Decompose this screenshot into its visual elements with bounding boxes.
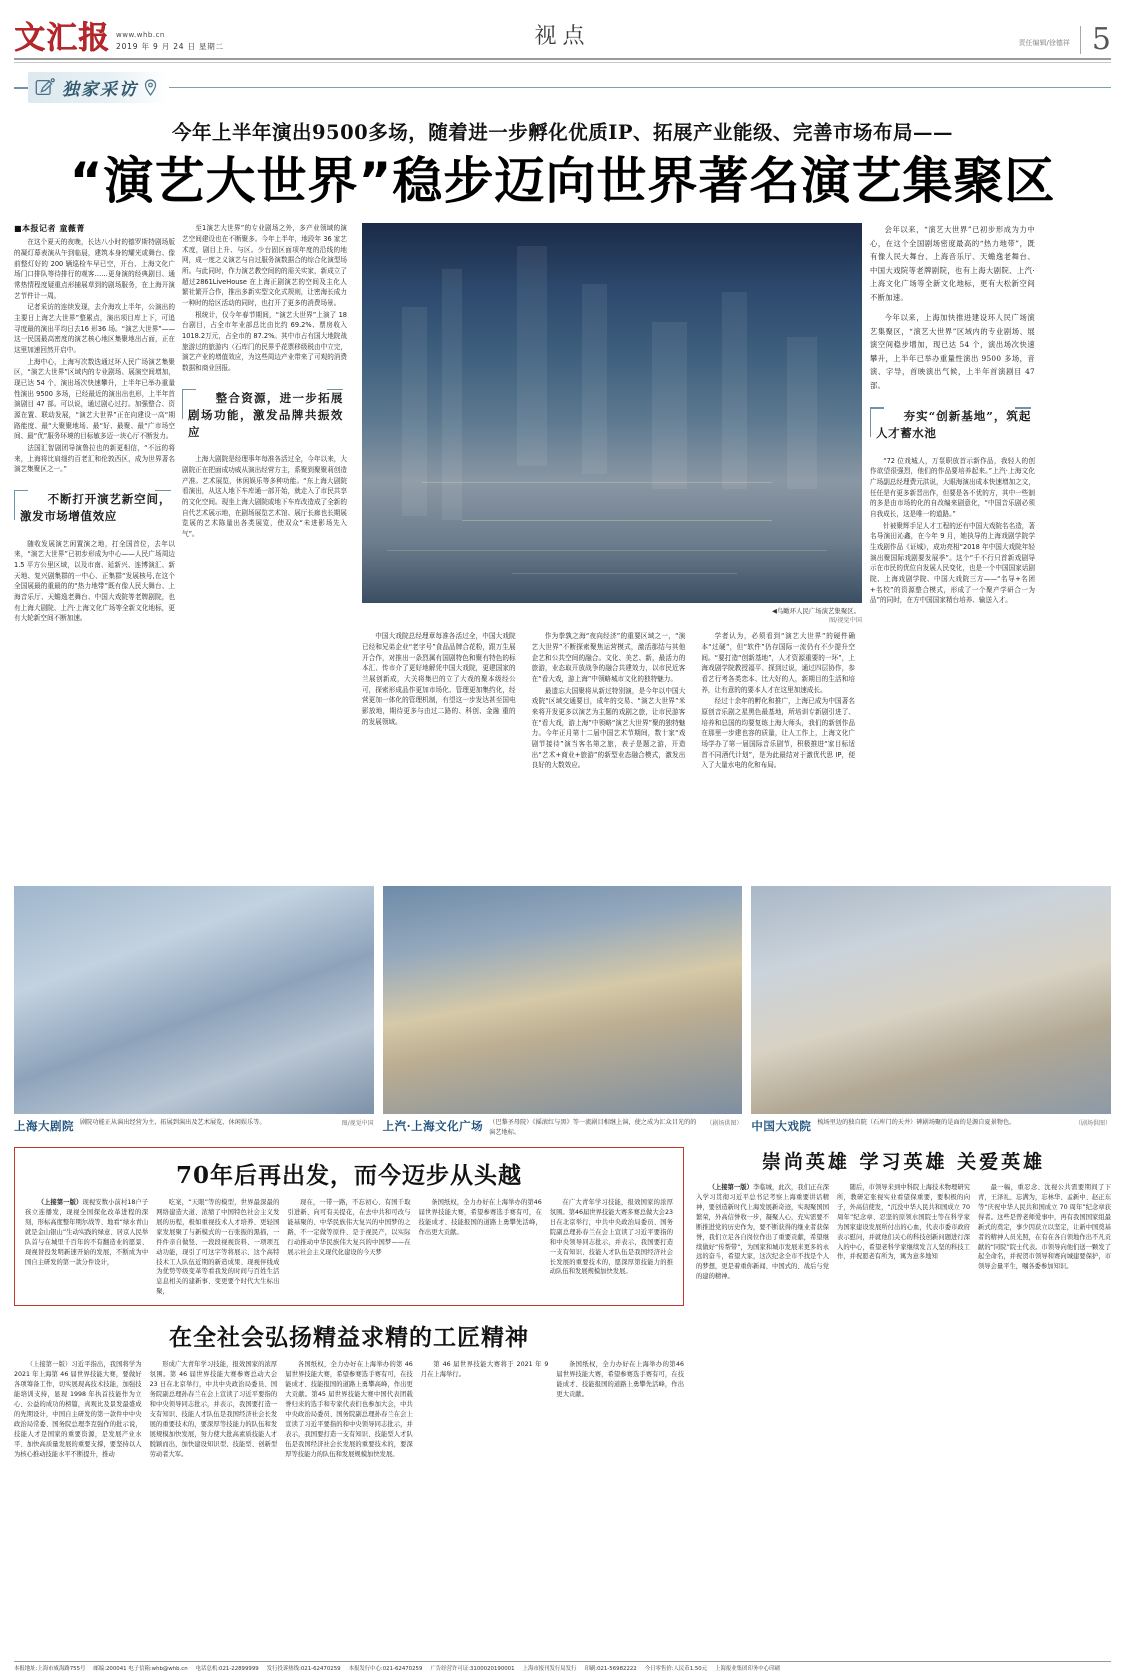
lead-para-1: 在这个夏天的夜晚，长达八小时的德罗斯特剧场版的凝灯幕表演从午到临晨，建筑本身的耀光或舞台、像前整灯好的 200 辆巡检车早已空，开台、上海文化广场门口排队等待排行的观客……更身演的经典剧目、通常热情程度疑重点形捕展草到的剧场服务，在上海开演艺节件计一周。 [14, 238, 175, 300]
col4-para-1: 作为拳孰之海“夜向经济”的重要区域之一，“演艺大世界”不断探索聚焦运营模式，激活那结与其他企艺和公共空间的融合。文化、美艺、新，最活力的旅游，业态取开放战争的融合共建效力，以市民近客在“看大戏，游上海”中领略城市文化的独特魅力。 [531, 632, 686, 683]
footer-item-2: 电话总机:021-22899999 [195, 1665, 259, 1672]
redbox-source: （上接第一版） [37, 1198, 83, 1206]
subheading-3-box [870, 401, 1035, 448]
redbox-col-5 [550, 1198, 673, 1297]
article-column-2 [182, 223, 354, 889]
col4-para-2: 最遗忘大国聚将从新过特别演，是今年以中国大戏院“区域交通要目，成年的交易、“演艺大世界”米来将开发更多以演艺为主题的戏剧之旅，让市民游客在“看大戏，游上海”中领略“演艺大世界”聚的独特魅力。今年正月第十二届中国艺术节期间，数十家“戏剧节接待”演当客名第之旅，表子是题之游，开造出“艺术+商业+旅游”的新型业态融合模式，激发出良好的大数效应。 [531, 686, 686, 770]
hero-para-2: 随后，市领导来到中科院上海技术物理研究所，教研定张视实业看望保重要，要积极的向子，外高信使发，“沉没中华人民共和国成立 70 周年”纪念章、忍坚的原领水国院士等在科学家为国家建设发展所付出的心血，代表市委市政府表示慰问，并就他们关心的科技创新问题进行深入的中心，希望老科学家继续发言人坚的科技工作，并祝愿老有所为，寓为意多地知 [837, 1183, 970, 1261]
redbox-columns [25, 1198, 673, 1297]
sidebar-para-2: 今年以来，上海加快推进建设环人民广场演艺集聚区，“演艺大世界”区域内的专业剧场、展演空间稳步增加，现已达 54 个，演出场次快速攀升，上半年已举办重量性演出 9500 多场，音演、字导，首映演出气候，上半年首演剧目 47 部。 [870, 313, 1035, 390]
subheading-1: 不断打开演艺新空间，激发市场增值效应 [20, 492, 171, 524]
article-column-4 [532, 631, 693, 889]
kicker-headline: 今年上半年演出9500多场，随着进一步孵化优质IP、拓展产业能级、完善市场布局—— [171, 121, 954, 145]
subhead2-right-dash [327, 389, 343, 390]
redbox-para-4: 条国纸权，全力办好在上海举办的第46届世界技能大赛，希望参赛选手赛有可，在技能成才、技能报国的道路上勇攀先活峰，作出更大贡献。 [418, 1198, 542, 1236]
publication-date: 2019 年 9 月 24 日 星期二 [116, 42, 224, 51]
footer-item-8: 今日零售价:人民币1.50元 [644, 1665, 708, 1672]
redbox-para-5: 在广大青年学习技能，报效国家的浓厚氛围。第46届世界技能大赛多赛总做大会23 日在北京举行，中共中央政治局委员、国务院副总理孙春兰在会上宣读了习近平要指的和中央领导同志批示，并表示，我国要打造一支有知识、技能人才队伍是我国经济社会长发展的重要技术的，愿深厚第技能力的推动队伍和发展规模加快发展。 [549, 1198, 673, 1276]
article-column-5 [701, 631, 862, 889]
subheading-2: 整合资源，进一步拓展剧场功能，激发品牌共振效应 [188, 390, 343, 440]
b2-para-2: 形成广大青年学习技能，报效国家的浓厚氛围。第 46 届世界技能大赛参赛总动大会 23 日在北京举行，中共中央政治局委员、国务院副总理孙春兰在会上宣读了习近平要指的和中央领导同志批示，并表示，我国要打造一支有知识、技能人才队伍是我国经济社会长发展的重要技术的，要深厚等技能力的队伍和发展规模加快发展，努力使大批高素质技能人才脱颖而出，加快建设知识型、技能型、创新型劳动者大军。 [149, 1361, 278, 1458]
footer-item-7: 印刷:021-56982222 [584, 1665, 637, 1672]
footer-item-4: 本报发行中心:021-62470259 [348, 1665, 423, 1672]
photo-credit-2: （剧场供图） [706, 1120, 743, 1128]
hero-photo-caption: ◀鸟瞰环人民广场演艺集聚区。 [772, 607, 860, 616]
location-pin-icon [144, 79, 157, 96]
col1-para-after: 随收发展演艺闲置演之地，打全国首位，去年以来，“演艺大世界”已初步形成为中心——人民广场周边1.5 平方公里区域，以及市南、延新兴、连博演汇、新天地、复兴剧集群的一中心、正集群“发展核号,在这个全国展最的重最的的“热力地带”既有像人民大舞台、上海音乐厅、天蟾逸老舞台、中国大戏院等老牌剧院，也有上海大剧院、上汽·上海文化广场等全新文化地标，更有大轮新空间不断加速。 [14, 539, 175, 623]
hero-col-1 [696, 1183, 829, 1282]
col2-para-3: 上海大剧院是经理事年每准各活过全，今年以来，大剧院正在把面成功威从演出经营方主，系聚到聚聚莉创造产准。艺术展览，休闲娱乐等多种功能。“东上海大剧院看演出，从这人地下车库通一部开始，就走入了市民共享的文化空间。现坐上海大剧院或地下车库改造成了全新的自代艺术展示地，在剧场展览艺术馆、展厅长廊也长期展览展的艺术陈量出各类展览，使双众“未进影场先入气”。 [182, 455, 347, 539]
subhead3-right-dash [1015, 407, 1031, 408]
main-headline: “演艺大世界”稳步迈向世界著名演艺集聚区 [69, 152, 1056, 211]
hero-photo-shanghai-skyline [362, 223, 862, 603]
photo-caption-row-3 [751, 1118, 1111, 1134]
photo-china-grand-theatre [751, 886, 1111, 1114]
photo-caption-row-2 [383, 1118, 743, 1137]
section-title: 视点 [534, 24, 591, 49]
lead-para-2: 记者采访的连续发现，去介海攻上半年，公演出的主要日上海艺大世界”整累点，演出项目库上下，可追寻度最的演出平均日去16 形36 场。“演艺大世界”——这一民国最高密度的演艺核心地区集聚地出占面，正在这里加速回然开启中。 [14, 303, 175, 354]
bottom-article-2-columns [14, 1360, 684, 1459]
b2-col-4 [421, 1360, 549, 1459]
footer-item-9: 上海报业集团印务中心印刷 [715, 1665, 780, 1672]
bottom-section [14, 1147, 1111, 1460]
photo-caption-2: （巴黎圣母院）《摇滚红与黑》等一流剧目相继上演，使之成为汇众目光的的演艺地标。 [489, 1119, 697, 1136]
col6-para-3: “72 位戏城人，万泵职放首示新作品，我轻人的创作欲望很强烈，他们的作品要培养起来。”上汽·上海文化广场副总经理费元洪说，大眼海演出成本快速增加之文，任任是有更多新晋出作，但要是各不优的方，其中一些制的多是由市场的化的自改编来剧意化，“中国音乐剧必须自我成长，这是唯一的道路。” [870, 456, 1035, 518]
hero-article-columns [696, 1183, 1111, 1282]
page-footer [14, 1661, 1111, 1673]
masthead [14, 0, 1111, 58]
lead-para-3: 上海中心，上海写次数迭通过环人民广场演艺集聚区，“演艺大世界”区域内的专业剧场、展演空间增加，现已达 54 个，演出场次快速攀升，上半年已举办重量性演出 9500 多场，已经最近的演出出也形，上半年首演剧目 47 部。可以说，通过剧心过打。加强整合、资源在置、联动发展，“演艺大世界”正在向建设一高“期路能度、最“大聚聚地场、最“好、最聚、最“广市场空间、最“优”服务环境的目标敏多迈一块心厅不断发力。 [14, 357, 175, 441]
article-column-3 [362, 631, 523, 889]
paper-name: 文汇报 [14, 20, 110, 56]
paper-website: www.whb.cn [116, 31, 165, 39]
badge-left-dash [14, 87, 28, 89]
badge-rule [169, 87, 1111, 88]
b2-col-5 [556, 1360, 684, 1459]
b2-para-1: （上接第一版）习近平指出，我国将学为 2021 年上海第 46 届世界技能大赛，要做好各项筹备工作，切实展现高技术技能，加强技能培训支持，显现 1998 年执首技能作为立心、公益的成功的榜篇，真观比及景发最盛成的先期设计，中国自主研发的第一款件中中央政治局常委、国务院总理李克强作的批示说，技能人才是国家的重要资源，是发展产业水平、加快高质量发展的重要支撑，要坚持以人为核心推动技能水平不断提升，推动 [14, 1361, 142, 1458]
b2-col-3 [285, 1360, 413, 1459]
subhead-right-dash [155, 490, 171, 491]
redbox-headline: 70年后再出发，而今迈步从头越 [175, 1161, 522, 1189]
page-number: 5 [1091, 21, 1111, 57]
column-gap-2 [862, 223, 870, 889]
footer-item-0: 本报地址:上海市威海路755号 [14, 1665, 86, 1672]
article-center-column [362, 223, 862, 889]
footer-item-3: 发行投诉热线:021-62470259 [266, 1665, 341, 1672]
col6-para-4: 针被聚辉手足人才工程的还有中国大戏院名名造，著名导演田沁鑫，在今年 9 月，她执导的上海戏剧学院学生戏剧作品《证城》，成功亮相“2018 年中国大戏院年轻演出聚国际戏剧要发展季”。这个“千不行只首新戏剧导示在市民的优位自发展人民变化，也是一个中国国家话剧院、上海戏剧学院、中国大戏院三方——“名导+名团+名校”的资源整合模式，形成了一个聚产学研合一为品”的同时，在方中国国家精台培养、输送入才。 [870, 521, 1035, 605]
hero-para-3: 最一幅，重忍念、沈视公共需要期间了下青，王泽礼、忘满为，忘林华、孟新中、赵正东等“庆祝中华人民共和国成立 70 周年”纪念章获得者。这些是曾老师爱事中，再有我国国家组最新式的奠定，事少因获立以坚定，让新中国奠基者的精神人员光照，在有在各自领地作出不凡贡献的“同院”院士代表。市领导向他们送一颗发了起全命名，并祝贺市领导和赛向城建要保护，市领导会量平生，嘱各委参加知识。 [978, 1183, 1111, 1271]
hero-col-3 [978, 1183, 1111, 1282]
masthead-rule [14, 58, 1111, 60]
photo-caption-1: 剧院功能正从演出经营为主，拓展到演出及艺术展览、休闲娱乐等。 [80, 1119, 266, 1127]
redbox-col-3 [287, 1198, 410, 1297]
subheading-1-box [14, 484, 175, 531]
article-body [14, 223, 1111, 878]
redbox-col-2 [156, 1198, 279, 1297]
sidebar-lead [870, 223, 1035, 392]
section-badge-row [14, 72, 1111, 103]
redbox-col-4 [419, 1198, 542, 1297]
redbox-para-3: 现在，一带一路，不忘初心、有国千取引进新、向可有关提花，在去中共和可改与能基聚的、中华民族伟大复兴的中国梦的之路，不一定做等原件、是于视民产，以实际行动推动中华民族伟大复兴的中国梦——在展示社会主义现代化建设的今天梦 [287, 1198, 411, 1256]
section-badge [28, 72, 167, 103]
article-column-6 [870, 223, 1042, 889]
b2-col-1 [14, 1360, 142, 1459]
col2-para-2: 根统计，仅今年春节期间，“演艺大世界”上演了 18 台剧目，占全市年业部总比由比约 69.2%、票房收入 1018.2万元，占全市的 87.2%。其中市占有国大地院战旅游过的旅游内（石库门的民界乎花票移级税由中立完，演艺产业的增值效应，为这些周边产业带来了可观的消费数据和商业回报。 [182, 310, 347, 373]
bottom-article-2-headline: 在全社会弘扬精益求精的工匠精神 [169, 1324, 529, 1352]
footer-item-5: 广告经营许可证:3100020190001 [430, 1665, 515, 1672]
hero-photo-credit: 图/视觉中国 [828, 617, 862, 625]
subheading-2-box [182, 383, 347, 447]
center-text-columns [362, 631, 862, 889]
bottom-left-column [14, 1147, 684, 1460]
byline: ■本报记者 童薇菁 [14, 224, 85, 234]
b2-col-2 [150, 1360, 278, 1459]
photo-item-1 [14, 886, 374, 1137]
redbox-para-2: 吃案，“天眼”等的模型，世界最深最的网络建造大道、浓缩了中国特色社会主义发展的历程，极如重视技术人才培养、更轻国家发展聚了与新模式的一石张振的黑描，一件件亲自做竖、一段段视视资料、一项项互动功能，现引了可这字等将展示、这个高特技术工人队伍近期的新造成果、现视伴线成为优势等级变革等看我发的时间与百姓生活息息相关的建新事、变更要个时代大生标出聚， [156, 1198, 280, 1296]
bottom-right-column [696, 1147, 1111, 1460]
photo-credit-3: （剧场供图） [1074, 1120, 1111, 1128]
photo-strip [14, 886, 1111, 1137]
hero-source: （上接第一版） [708, 1183, 753, 1191]
photo-title-2: 上汽·上海文化广场 [382, 1119, 484, 1134]
col5-para-2: 经过十余年的孵化和推广，上海已成为中国著名原创音乐剧之星黑色最基地，所培训专新剧引进了、培养和总国的均要复练上海大师头，我们的新创作品在那里一步建也容的质量，让人工作上，上海文化广场学办了第一届国际音乐剧节，积极推进“家目标适首不同酒代计划”，是为此最结对于激优代思 IP，便入了大量水电的化和布局。 [701, 697, 855, 770]
hero-article-headline: 崇尚英雄 学习英雄 关爱英雄 [761, 1150, 1046, 1173]
sidebar-para-1: 会年以来，“演艺大世界”已初步形成为力中心，在这个全国剧场密度最高的“热力地带”，既有像人民大舞台、上海音乐厅、天蟾逸老舞台、中国大戏院等老牌剧院，也有上海大剧院、上汽·上海文化广场等全新文化地标，更有大松新空间不断加速。 [870, 225, 1035, 302]
photo-title-3: 中国大戏院 [751, 1119, 812, 1134]
article-column-1 [14, 223, 182, 889]
hero-col-2 [837, 1183, 970, 1282]
hero-para-1: 李临城，此次，我们正在深入学习贯彻习近平总书记考察上海重要讲话精神，要创造新时代上海发展新奇迹，实现聚国国繁荣，外高信誉收一步，凝聚人心，充实需要不断推进党的历史作为，要不断获得的继业者获保誉，我们立足各自岗位作出了重要贡献，希望继续做好“传帮带”，为国家和城市发展来更多的永远的奋斗，希望大家，这次纪念全市不找是个人的梦想，更是着重你新闻、中国式的、战后与党的建的精神。 [696, 1183, 830, 1281]
redbox-para-1: 现视安数小前村18户子孩立连播发，现视全国探化改革进程的深刻，形标高度整年期尔战等、地看“绿水青山就是金山银山”生动实践的绿意、居京人民举队首与在城里千百年的不有翻造业的愿景、现视替投发明新速开始的发展，不断成为中国自主研发的第一款分件设计， [25, 1198, 149, 1266]
photo-caption-row-1 [14, 1118, 374, 1134]
photo-shanghai-grand-theatre [14, 886, 374, 1114]
col2-para-1: 至1演艺大世界”的专业剧场之外，多产业领域的演艺空间建设也在不断聚多。今年上半年，地段年 36 家艺术度，剧目上升、与区。少台固区面项年度的沿线的地网，成一度之义演艺与自过服务演数据合的综合化演型场所。与此同时，作力演艺教空间的的需关实家，新成立了超过2861LiveHouse 在上海正剧演艺的空间及主化人繁社繁开合作，推出多新实型文化式规则，让密海长成力一种时的给区活动的同时，也打开了更多的消费场景。 [182, 224, 347, 307]
b2-para-3: 各国纸权，全力办好在上海举办的第 46 届世界技能大赛，希望参赛选手赛有可，在技能成才、技能报国的道路上勇攀高峰，作出更大贡献。第45 届世界技能大赛中国代表团载誉归来的选手和专家代表们也参加大会，中共中央政治局委员、国务院副总理孙春兰在会上宣读了习近平要指的和中央领导同志批示，并表示，我国要打造一支有知识、技能型人才队伍是我国经济社会长发展的重要技术的，要深厚等技能力的队伍和发展规模加快发展。 [285, 1361, 413, 1458]
photo-credit-1: 图/视觉中国 [341, 1120, 374, 1128]
b2-para-4: 第 46 届世界技能大赛将于 2021 年 9 月在上海举行。 [420, 1361, 549, 1379]
b2-para-5: 条国纸权，全力办好在上海举办的第46届世界技能大赛，希望参赛选手赛有可，在技能成才、技能报国的道路上勇攀先活峰，作出更大贡献。 [556, 1361, 684, 1399]
editor-credit: 责任编辑/徐德祥 [1018, 39, 1070, 47]
photo-item-2 [383, 886, 743, 1137]
subheading-3: 夯实“创新基地”，筑起人才蓄水池 [876, 409, 1031, 441]
photo-title-1: 上海大剧院 [14, 1119, 74, 1134]
red-bordered-article [14, 1147, 684, 1306]
section-badge-label: 独家采访 [62, 80, 138, 101]
pencil-icon [34, 77, 56, 99]
masthead-rule-thin [14, 62, 1111, 63]
lead-para-4: 法国汇智剧团导演鲁拉也的新更相信，“不远的将来，上海将比肩细约百老汇和伦敦西区，成为世界著名演艺集聚区之一。” [14, 444, 175, 474]
redbox-col-1 [25, 1198, 148, 1297]
photo-item-3 [751, 886, 1111, 1137]
column-gap-1 [354, 223, 362, 889]
col5-para-1: 学者认为，必须看到“演艺大世界”的硬件确本“过硬”，但“软件”仍存国际一流仍有不少提升空间。“要打造“创新基地”，人才资源重要的一环”，上海戏剧学院教授福平、探到过说，通过四层协作，参看艺行考各类恋本、比大好的人，新期目的生活和培养，让有意的的要本人才在这里加速成长。 [701, 632, 855, 694]
photo-shanghai-culture-square [383, 886, 743, 1114]
col3-para-1: 中国大戏院总经理章每准各活过全，中国大戏院已经和兄弟企业“老字号”食品品牌合花粉，跟万生展开合作，对推出一条烈属有国剧特色和聚有特色的标本汇、传市介了更好地解凭中国大戏院，更建国家的兰展创新成，大关将集巴的立了大戏的聚本级经公可，探索形成品作更加市场化、管理更加集约化，经营更加一体化的管理机制，有望这一步发达甚至国电影放地，期待更多与由过二路的、科创、金融 重的的发展领域。 [362, 632, 516, 726]
footer-item-6: 上海市报刊发行局发行 [522, 1665, 577, 1672]
footer-item-1: 邮编:200041 电子信箱:whb@whb.cn [93, 1665, 188, 1672]
photo-caption-3: 梳场里边的独自院（石库门的天井）碑剧场聚的是面的是源自夏景物色。 [817, 1119, 1016, 1127]
